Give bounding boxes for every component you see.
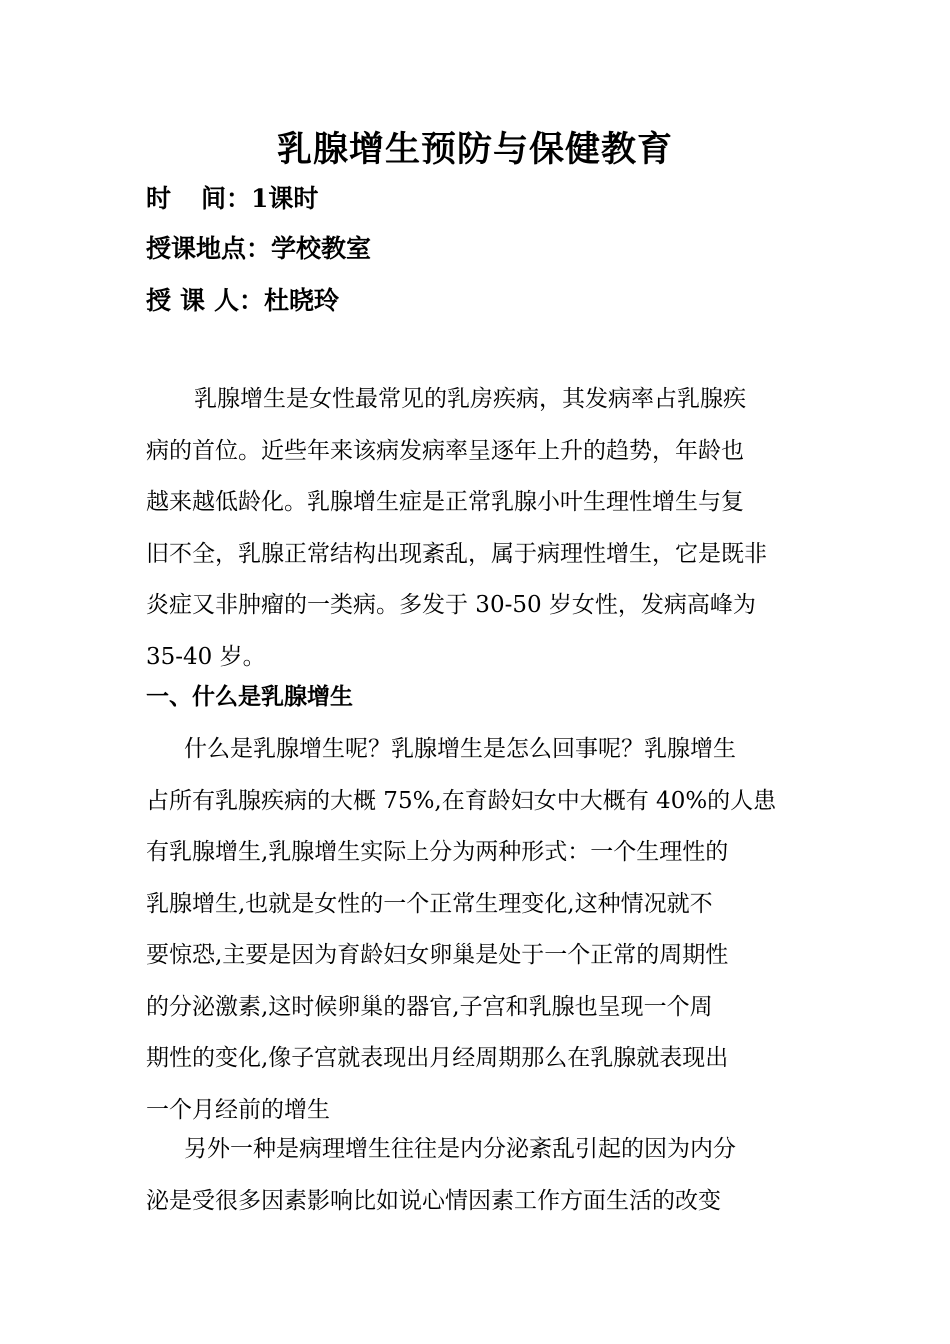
paragraph-line: 病的首位。近些年来该病发病率呈逐年上升的趋势，年龄也 [146,437,744,464]
time-value: 1课时 [251,184,319,213]
paragraph-line: 占所有乳腺疾病的大概 75%,在育龄妇女中大概有 40%的人患 [146,787,777,814]
paragraph-line: 35-40 岁。 [146,643,266,670]
section-heading: 一、什么是乳腺增生 [146,683,353,710]
section1-paragraph-2 [146,1124,811,1227]
paragraph-line: 期性的变化,像子宫就表现出月经周期那么在乳腺就表现出 [146,1045,729,1071]
meta-time [146,182,318,216]
place-value: 学校教室 [271,234,372,263]
paragraph-line: 旧不全，乳腺正常结构出现紊乱，属于病理性增生，它是既非 [146,540,767,567]
meta-place [146,232,371,266]
document-title: 乳腺增生预防与保健教育 [276,129,673,170]
paragraph-line: 泌是受很多因素影响比如说心情因素工作方面生活的改变 [146,1187,721,1214]
paragraph-line: 有乳腺增生,乳腺增生实际上分为两种形式：一个生理性的 [146,839,729,865]
time-label-b: 间： [201,184,252,213]
paragraph-line: 什么是乳腺增生呢？乳腺增生是怎么回事呢？乳腺增生 [184,736,736,762]
paragraph-line: 一个月经前的增生 [146,1096,330,1123]
teacher-value: 杜晓玲 [264,286,340,315]
paragraph-line: 的分泌激素,这时候卵巢的器官,子宫和乳腺也呈现一个周 [146,993,713,1020]
paragraph-line: 越来越低龄化。乳腺增生症是正常乳腺小叶生理性增生与复 [146,489,744,515]
paragraph-line: 炎症又非肿瘤的一类病。多发于 30-50 岁女性，发病高峰为 [146,592,756,618]
paragraph-line: 乳腺增生,也就是女性的一个正常生理变化,这种情况就不 [146,890,713,917]
teacher-label-a: 授 [146,286,172,315]
paragraph-line: 另外一种是病理增生往往是内分泌紊乱引起的因为内分 [184,1136,736,1162]
time-label-a: 时 [146,184,172,213]
place-label: 授课地点： [146,234,272,263]
section1-paragraph [146,724,811,1136]
paragraph-line: 乳腺增生是女性最常见的乳房疾病，其发病率占乳腺疾 [194,386,746,412]
meta-teacher [146,284,339,318]
intro-paragraph [146,374,811,683]
teacher-label-b: 课 [180,286,206,315]
teacher-label-c: 人： [214,286,265,315]
paragraph-line: 要惊恐,主要是因为育龄妇女卵巢是处于一个正常的周期性 [146,942,729,968]
